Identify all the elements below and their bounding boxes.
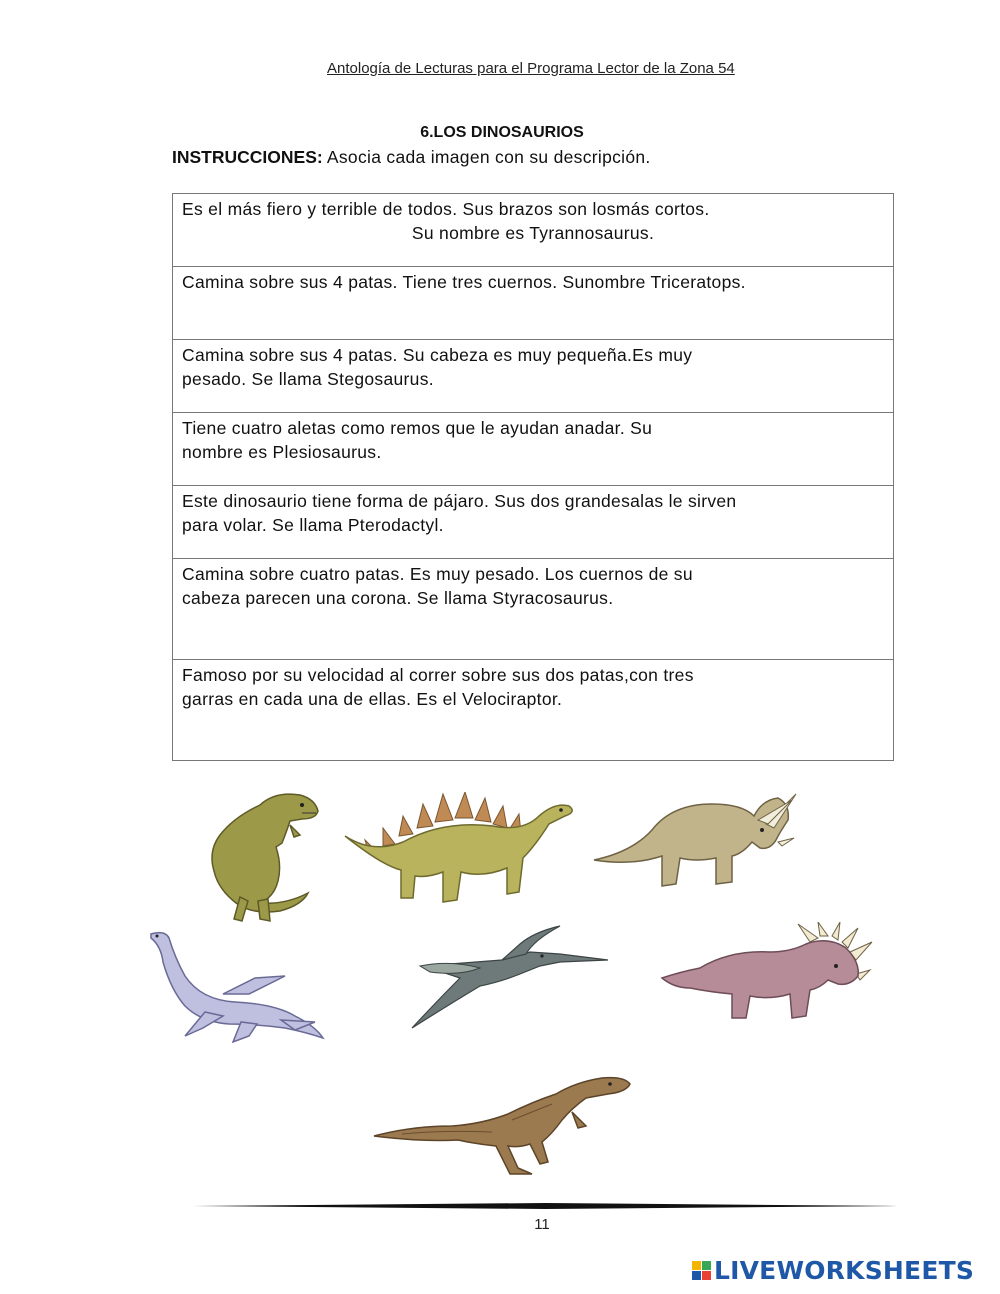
description-row [173,486,894,559]
description-row [173,340,894,413]
stegosaurus-image[interactable] [343,792,578,907]
description-cell [173,194,894,267]
logo-square [692,1271,701,1280]
description-text: Camina sobre sus 4 patas. Su cabeza es muy pequeña.Es muy [182,345,693,365]
brand-text: LIVEWORKSHEETS [714,1256,975,1285]
description-text: Es el más fiero y terrible de todos. Sus brazos son losmás cortos. [182,199,710,219]
page-number: 11 [534,1216,550,1233]
tyrannosaurus-image[interactable] [190,785,340,925]
description-text: pesado. Se llama Stegosaurus. [182,369,434,389]
description-row [173,194,894,267]
description-cell [173,486,894,559]
description-cell [173,559,894,660]
logo-square [692,1261,701,1270]
description-cell [173,660,894,761]
description-row [173,267,894,340]
instructions-text: Asocia cada imagen con su descripción. [326,147,651,167]
velociraptor-image[interactable] [372,1072,634,1177]
page-title: 6.LOS DINOSAURIOS [420,124,584,141]
description-row [173,559,894,660]
plesiosaurus-image[interactable] [145,928,330,1043]
description-text: cabeza parecen una corona. Se llama Styracosaurus. [182,588,614,608]
instructions [172,147,651,168]
liveworksheets-logo-icon [692,1261,712,1281]
descriptions-table [172,193,894,761]
page-header: Antología de Lecturas para el Programa Lector de la Zona 54 [327,60,735,77]
description-row [173,413,894,486]
liveworksheets-brand[interactable] [692,1256,974,1285]
description-cell [173,413,894,486]
description-text: Su nombre es Tyrannosaurus. [411,223,655,243]
description-text: para volar. Se llama Pterodactyl. [182,515,444,535]
description-row [173,660,894,761]
description-text: nombre es Plesiosaurus. [182,442,382,462]
description-cell [173,267,894,340]
instructions-label: INSTRUCCIONES: [172,147,323,167]
description-text: Famoso por su velocidad al correr sobre sus dos patas,con tres [182,665,694,685]
styracosaurus-image[interactable] [660,922,875,1022]
triceratops-image[interactable] [592,790,802,890]
logo-square [702,1261,711,1270]
description-cell [173,340,894,413]
description-text: Tiene cuatro aletas como remos que le ayudan anadar. Su [182,418,653,438]
pterodactyl-image[interactable] [410,924,610,1029]
logo-square [702,1271,711,1280]
description-text: Camina sobre sus 4 patas. Tiene tres cuernos. Sunombre Triceratops. [182,272,746,292]
description-text: Este dinosaurio tiene forma de pájaro. Sus dos grandesalas le sirven [182,491,737,511]
description-text: garras en cada una de ellas. Es el Velociraptor. [182,689,563,709]
description-text: Camina sobre cuatro patas. Es muy pesado. Los cuernos de su [182,564,693,584]
